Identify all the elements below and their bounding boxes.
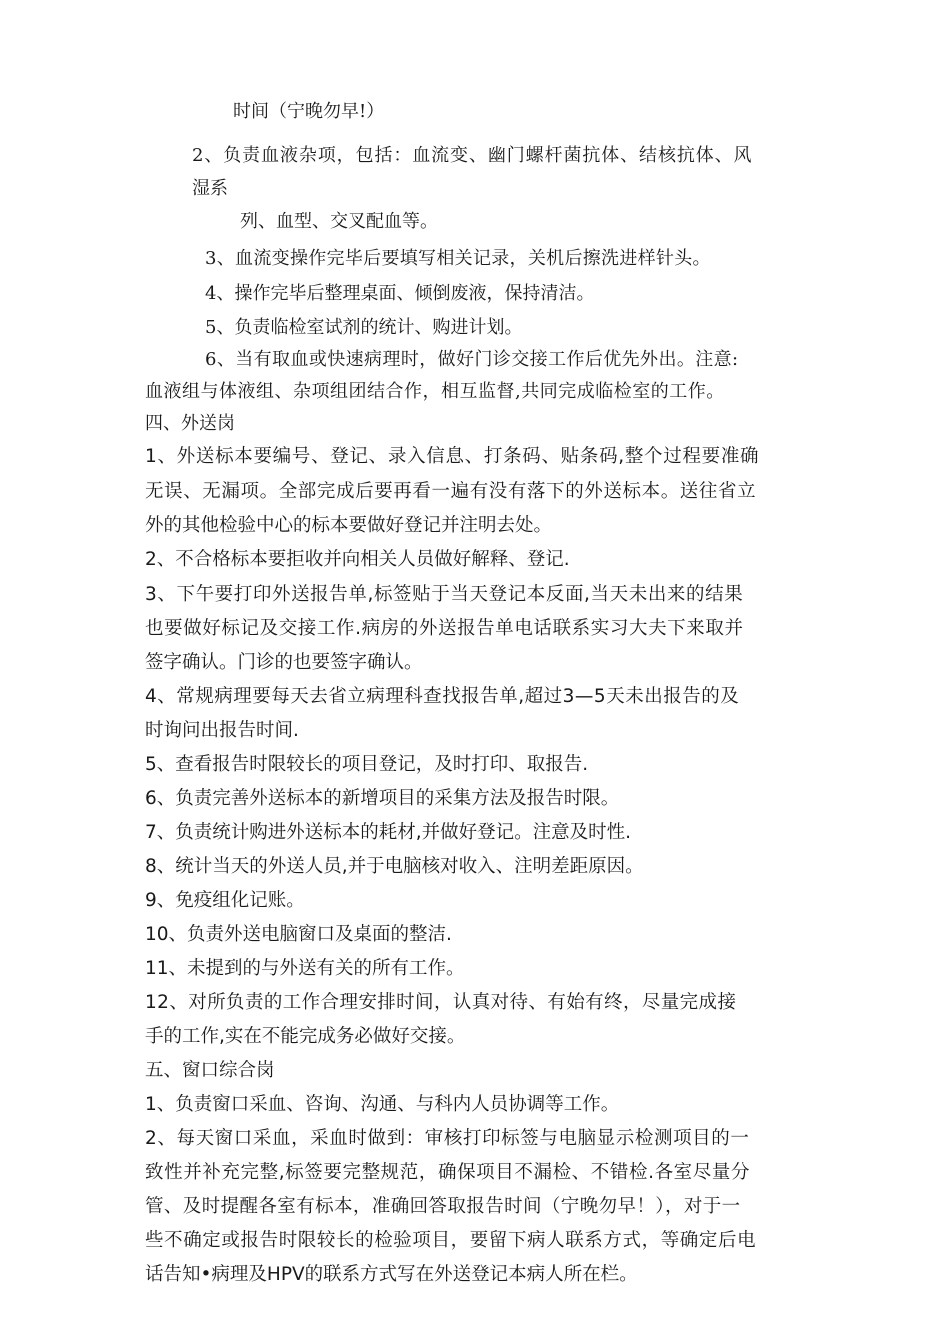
text-line: 1、外送标本要编号、登记、录入信息、打条码、贴条码,整个过程要准确 bbox=[145, 446, 760, 467]
text-line: 3、下午要打印外送报告单,标签贴于当天登记本反面,当天未出来的结果 bbox=[145, 584, 744, 605]
text-line: 4、常规病理要每天去省立病理科查找报告单,超过3—5天未出报告的及 bbox=[145, 686, 740, 707]
text-line: 签字确认。门诊的也要签字确认。 bbox=[145, 652, 423, 673]
text-line: 外的其他检验中心的标本要做好登记并注明去处。 bbox=[145, 515, 553, 536]
text-line: 11、未提到的与外送有关的所有工作。 bbox=[145, 958, 465, 979]
text-line: 9、免疫组化记账。 bbox=[145, 890, 305, 911]
text-line: 6、当有取血或快速病理时，做好门诊交接工作后优先外出。注意: bbox=[205, 349, 739, 370]
text-line: 些不确定或报告时限较长的检验项目，要留下病人联系方式，等确定后电 bbox=[145, 1230, 757, 1251]
text-line: 时询问出报告时间. bbox=[145, 720, 299, 741]
text-line: 手的工作,实在不能完成务必做好交接。 bbox=[145, 1026, 466, 1047]
text-line: 血液组与体液组、杂项组团结合作，相互监督,共同完成临检室的工作。 bbox=[145, 381, 725, 402]
text-line: 10、负责外送电脑窗口及桌面的整洁. bbox=[145, 924, 452, 945]
text-line: 话告知•病理及HPV的联系方式写在外送登记本病人所在栏。 bbox=[145, 1264, 638, 1285]
text-line: 7、负责统计购进外送标本的耗材,并做好登记。注意及时性. bbox=[145, 822, 632, 843]
text-line: 也要做好标记及交接工作.病房的外送报告单电话联系实习大夫下来取并 bbox=[145, 618, 744, 639]
text-line: 湿系 bbox=[192, 178, 228, 199]
text-line: 时间（宁晚勿早!） bbox=[233, 101, 385, 122]
text-line: 2、每天窗口采血，采血时做到：审核打印标签与电脑显示检测项目的一 bbox=[145, 1128, 750, 1149]
text-line: 6、负责完善外送标本的新增项目的采集方法及报告时限。 bbox=[145, 788, 620, 809]
text-line: 2、负责血液杂项，包括：血流变、幽门螺杆菌抗体、结核抗体、风 bbox=[192, 145, 753, 166]
text-line: 5、负责临检室试剂的统计、购进计划。 bbox=[205, 317, 523, 338]
section-heading: 四、外送岗 bbox=[145, 413, 235, 434]
text-line: 3、血流变操作完毕后要填写相关记录，关机后擦洗进样针头。 bbox=[205, 248, 711, 269]
text-line: 2、不合格标本要拒收并向相关人员做好解释、登记. bbox=[145, 549, 570, 570]
text-line: 列、血型、交叉配血等。 bbox=[240, 211, 438, 232]
text-line: 1、负责窗口采血、咨询、沟通、与科内人员协调等工作。 bbox=[145, 1094, 620, 1115]
text-line: 致性并补充完整,标签要完整规范，确保项目不漏检、不错检.各室尽量分 bbox=[145, 1162, 751, 1183]
section-heading: 五、窗口综合岗 bbox=[145, 1060, 275, 1081]
text-line: 8、统计当天的外送人员,并于电脑核对收入、注明差距原因。 bbox=[145, 856, 644, 877]
text-line: 管、及时提醒各室有标本，准确回答取报告时间（宁晚勿早！），对于一 bbox=[145, 1196, 741, 1217]
text-line: 4、操作完毕后整理桌面、倾倒废液，保持清洁。 bbox=[205, 283, 595, 304]
text-line: 5、查看报告时限较长的项目登记，及时打印、取报告. bbox=[145, 754, 589, 775]
text-line: 无误、无漏项。全部完成后要再看一遍有没有落下的外送标本。送往省立 bbox=[145, 481, 757, 502]
text-line: 12、对所负责的工作合理安排时间，认真对待、有始有终，尽量完成接 bbox=[145, 992, 737, 1013]
